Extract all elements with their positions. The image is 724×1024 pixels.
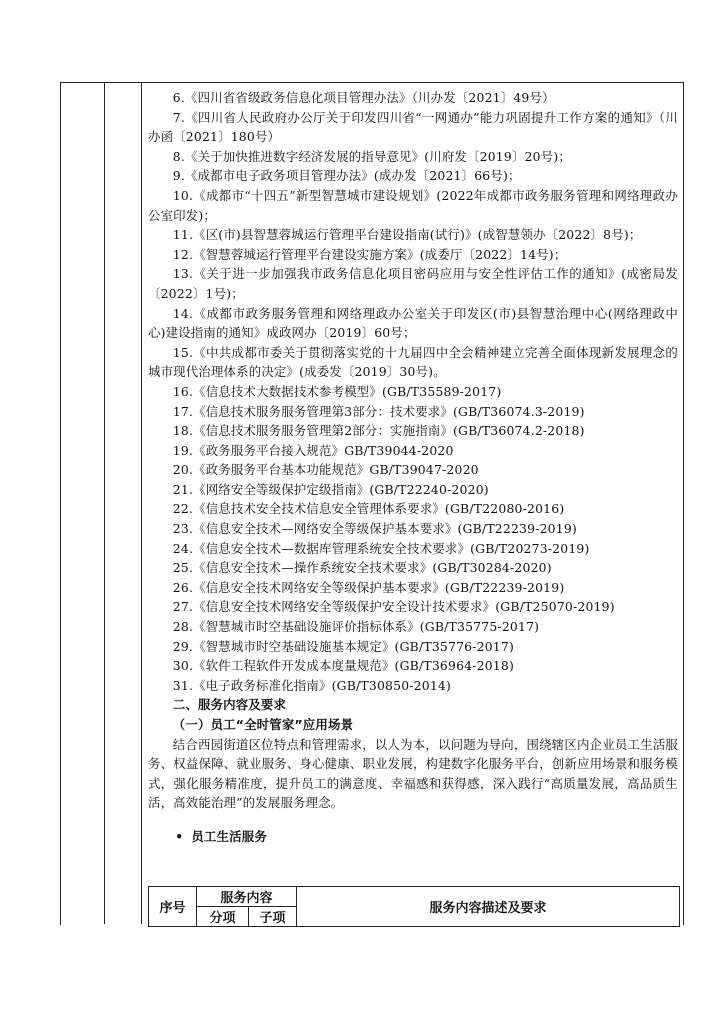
frame-divider-2 xyxy=(141,82,142,924)
reference-item: 26.《信息安全技术网络安全等级保护基本要求》(GB/T22239-2019) xyxy=(172,579,565,595)
reference-item: 28.《智慧城市时空基础设施评价指标体系》(GB/T35775-2017) xyxy=(172,619,540,635)
reference-item: 6.《四川省省级政务信息化项目管理办法》（川办发〔2021〕49号） xyxy=(172,90,555,105)
bullet-item xyxy=(148,827,678,847)
reference-item: 13.《关于进一步加强我市政务信息化项目密码应用与安全性评估工作的通知》(成密局发〔2022〕1号)； xyxy=(148,266,678,301)
reference-item: 7.《四川省人民政府办公厅关于印发四川省“一网通办”能力巩固提升工作方案的通知》（川办函〔2021〕180号） xyxy=(148,109,678,145)
bullet-label: 员工生活服务 xyxy=(191,828,267,844)
reference-item: 19.《政务服务平台接入规范》GB/T39044-2020 xyxy=(172,442,454,458)
bullet-dot-icon: • xyxy=(175,828,184,844)
subsection-heading: （一）员工“全时管家”应用场景 xyxy=(172,717,354,732)
reference-item: 20.《政务服务平台基本功能规范》GB/T39047-2020 xyxy=(172,462,479,478)
reference-item: 15.《中共成都市委关于贯彻落实党的十九届四中全会精神建立完善全面体现新发展理念的城市现代治理体系的决定》(成委发〔2019〕30号)。 xyxy=(148,344,678,380)
reference-item: 24.《信息安全技术—数据库管理系统安全技术要求》(GB/T20273-2019) xyxy=(172,540,590,556)
reference-item: 9.《成都市电子政务项目管理办法》(成办发〔2021〕66号)； xyxy=(172,168,521,184)
reference-item: 11.《区(市)县智慧蓉城运行管理平台建设指南(试行)》(成智慧领办〔2022〕8号)； xyxy=(172,227,642,243)
table-header-service: 服务内容 xyxy=(197,887,297,907)
reference-item: 29.《智慧城市时空基础设施基本规定》(GB/T35776-2017) xyxy=(172,638,514,654)
reference-item: 31.《电子政务标准化指南》(GB/T30850-2014) xyxy=(172,677,452,693)
reference-list xyxy=(148,88,678,695)
table-header-description: 服务内容描述及要求 xyxy=(297,887,680,927)
reference-item: 25.《信息安全技术—操作系统安全技术要求》(GB/T30284-2020) xyxy=(172,560,552,576)
document-body xyxy=(148,88,678,847)
reference-item: 21.《网络安全等级保护定级指南》(GB/T22240-2020) xyxy=(172,481,489,497)
reference-item: 8.《关于加快推进数字经济发展的指导意见》(川府发〔2019〕20号)； xyxy=(172,148,571,164)
reference-item: 23.《信息安全技术—网络安全等级保护基本要求》(GB/T22239-2019) xyxy=(172,521,577,537)
table-header-sub-category: 分项 xyxy=(197,907,249,927)
reference-item: 12.《智慧蓉城运行管理平台建设实施方案》(成委厅〔2022〕14号)； xyxy=(172,246,567,262)
reference-item: 17.《信息技术服务服务管理第3部分：技术要求》(GB/T36074.3-2019) xyxy=(172,403,585,419)
table-header-sub-item: 子项 xyxy=(249,907,297,927)
reference-item: 14.《成都市政务服务管理和网络理政办公室关于印发区(市)县智慧治理中心(网络理政中心)建设指南的通知》成政网办〔2019〕60号； xyxy=(148,305,678,341)
reference-item: 27.《信息安全技术网络安全等级保护安全设计技术要求》(GB/T25070-2019) xyxy=(172,599,615,615)
section-heading: 二、服务内容及要求 xyxy=(172,697,287,713)
reference-item: 10.《成都市“十四五”新型智慧城市建设规划》(2022年成都市政务服务管理和网络理政办公室印发)； xyxy=(148,187,678,223)
reference-item: 16.《信息技术大数据技术参考模型》(GB/T35589-2017) xyxy=(172,383,502,399)
reference-item: 30.《软件工程软件开发成本度量规范》(GB/T36964-2018) xyxy=(172,658,514,674)
frame-divider-1 xyxy=(104,82,105,924)
service-table xyxy=(148,886,680,927)
reference-item: 22.《信息技术安全技术信息安全管理体系要求》(GB/T22080-2016) xyxy=(172,501,565,517)
intro-paragraph: 结合西园街道区位特点和管理需求，以人为本，以问题为导向，围绕辖区内企业员工生活服务、权益保障、就业服务、身心健康、职业发展，构建数字化服务平台，创新应用场景和服务模式，强化服务精准度，提升员工的满意度、幸福感和获得感，深入践行“高质量发展，高品质生活，高效能治理”的发展服务理念。 xyxy=(148,736,678,811)
reference-item: 18.《信息技术服务服务管理第2部分：实施指南》(GB/T36074.2-2018) xyxy=(172,423,585,439)
table-header-index: 序号 xyxy=(149,887,197,927)
